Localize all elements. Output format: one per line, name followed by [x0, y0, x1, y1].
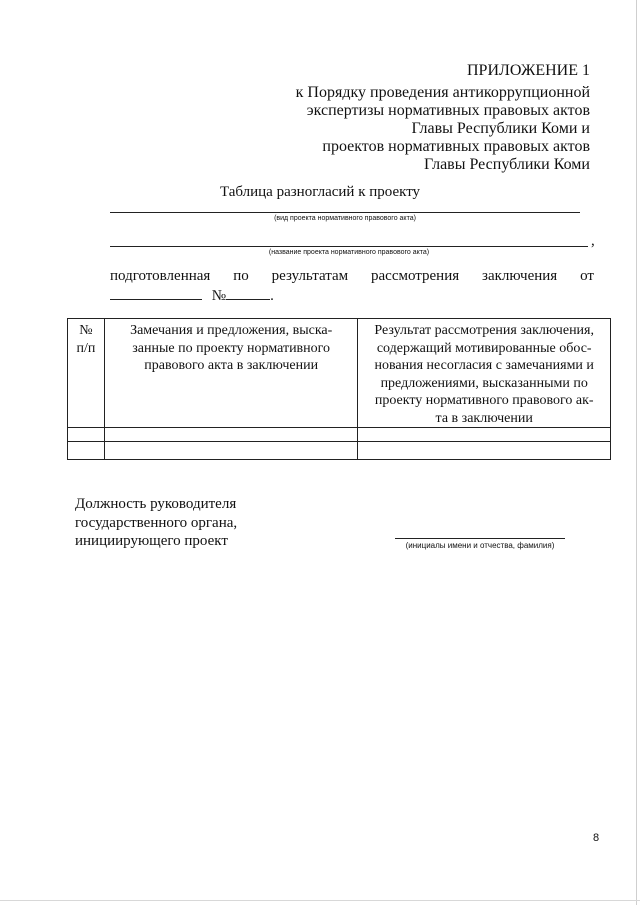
table-header-row: [68, 319, 611, 428]
period: .: [270, 288, 274, 304]
header-remarks: Замечания и предложения, выска- занные по проекту нормативного правового акта в заключении: [104, 319, 357, 428]
comma: ,: [591, 233, 595, 249]
disagreements-table: [67, 318, 611, 460]
prepared-word: заключения: [482, 268, 558, 284]
page-edge-bottom: [0, 900, 640, 901]
prepared-word: подготовленная: [110, 268, 211, 284]
signature-line: государственного органа,: [75, 514, 238, 531]
prepared-line: [110, 268, 594, 285]
appendix-line: Главы Республики Коми: [424, 156, 590, 173]
act-name-line: [110, 246, 588, 247]
act-type-line: [110, 212, 580, 213]
header-result: Результат рассмотрения заключения, содержащий мотивированные обос- нования несогласия с замечаниями и предложениями, высказанными по проекту нормативного правового ак- та в заключении: [358, 319, 611, 428]
number-sign: №: [211, 288, 227, 304]
appendix-line: проектов нормативных правовых актов: [322, 138, 590, 155]
appendix-line: Главы Республики Коми и: [411, 120, 590, 137]
signature-blank-line: [395, 538, 565, 539]
signature-line: Должность руководителя: [75, 496, 237, 512]
date-number-line: [110, 286, 274, 305]
page-number: 8: [593, 832, 600, 844]
signature-block: [75, 495, 237, 551]
act-type-caption: (вид проекта нормативного правового акта): [274, 215, 416, 222]
act-name-caption: (название проекта нормативного правового акта): [268, 249, 430, 256]
appendix-heading: ПРИЛОЖЕНИЕ 1: [466, 62, 590, 79]
header-number: № п/п: [68, 319, 105, 428]
number-blank: [226, 286, 270, 300]
table-row: [68, 442, 611, 460]
appendix-line: к Порядку проведения антикоррупционной: [295, 84, 590, 101]
prepared-word: результатам: [271, 268, 349, 284]
prepared-word: рассмотрения: [371, 268, 460, 284]
appendix-block: [296, 62, 590, 174]
appendix-line: экспертизы нормативных правовых актов: [306, 102, 590, 119]
document-title: Таблица разногласий к проекту: [219, 184, 421, 200]
prepared-word: по: [233, 268, 249, 284]
page-edge-right: [636, 0, 637, 905]
prepared-word: от: [580, 268, 594, 284]
signature-caption: (инициалы имени и отчества, фамилия): [405, 541, 555, 550]
date-blank: [110, 286, 202, 300]
table-row: [68, 428, 611, 442]
signature-line: инициирующего проект: [75, 533, 228, 549]
